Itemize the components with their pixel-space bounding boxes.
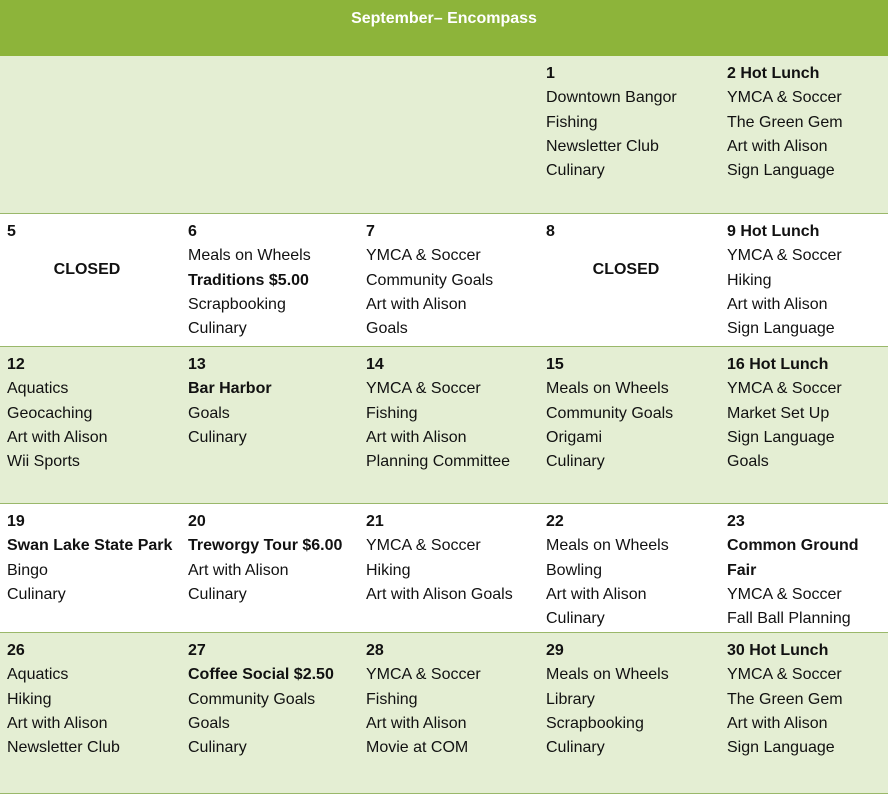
day-cell [539,633,720,793]
activity-item: Art with Alison [7,428,108,446]
day-number: 12 [7,356,25,373]
day-number: 15 [546,356,564,373]
week-row [0,347,888,504]
day-cell [0,633,181,793]
day-cell [181,633,359,793]
day-cell [0,347,181,503]
activity-item: Meals on Wheels [546,666,669,684]
activity-item: Geocaching [7,404,93,422]
day-cell [720,214,888,346]
day-cell [720,504,888,632]
day-number: 30 Hot Lunch [727,642,829,659]
activity-item: Goals [188,404,230,422]
day-cell [359,56,539,213]
activity-item: Art with Alison [546,585,647,603]
activity-item: Community Goals [546,404,674,422]
day-number: 8 [546,223,555,240]
week-row [0,504,888,633]
activity-item: Market Set Up [727,404,830,422]
day-number: 2 Hot Lunch [727,65,820,82]
day-number: 19 [7,513,25,530]
day-cell [539,214,720,346]
activity-item: Culinary [546,453,605,471]
day-cell [359,504,539,632]
activity-item: Hiking [366,561,411,579]
activity-item: Newsletter Club [7,739,120,757]
day-cell [181,504,359,632]
activity-item: Fall Ball Planning [727,610,851,628]
activity-item: Coffee Social $2.50 [188,666,334,684]
activity-item: Culinary [7,585,66,603]
day-cell [181,56,359,213]
activity-item: Art with Alison [727,714,828,732]
activity-item: Planning Committee [366,453,511,471]
activity-item: Traditions $5.00 [188,271,309,289]
activity-item: Art with Alison [366,428,467,446]
day-number: 16 Hot Lunch [727,356,829,373]
activity-item: Meals on Wheels [546,537,669,555]
activity-item: Fishing [366,404,418,422]
activity-item: Sign Language [727,320,835,338]
day-cell [0,504,181,632]
activity-item: YMCA & Soccer [727,247,842,265]
day-cell [539,347,720,503]
activity-item: Goals [366,320,408,338]
activity-item: The Green Gem [727,113,843,131]
closed-label: CLOSED [53,261,121,279]
day-number: 7 [366,223,375,240]
day-number: 23 [727,513,745,530]
day-number: 6 [188,223,197,240]
activity-item: YMCA & Soccer [727,666,842,684]
activity-item: Movie at COM [366,739,469,757]
day-number: 1 [546,65,555,82]
activity-item: Art with Alison [727,295,828,313]
activity-item: Wii Sports [7,453,80,471]
activity-item: Goals [727,453,769,471]
activity-item: Meals on Wheels [546,380,669,398]
activity-item: Art with Alison Goals [366,585,513,603]
day-number: 13 [188,356,206,373]
activity-item: Hiking [727,271,772,289]
day-cell [181,347,359,503]
activity-item: Culinary [188,739,247,757]
activity-item: Culinary [188,585,247,603]
day-cell [720,56,888,213]
activity-item: Aquatics [7,666,69,684]
activity-item: Swan Lake State Park [7,537,173,555]
activity-item: Common Ground Fair [727,537,859,579]
week-row [0,214,888,347]
activity-item: YMCA & Soccer [366,537,481,555]
day-cell [359,633,539,793]
day-cell [720,347,888,503]
activity-item: Art with Alison [7,714,108,732]
activity-item: Sign Language [727,162,835,180]
activity-item: Bowling [546,561,603,579]
week-row [0,633,888,794]
day-cell [0,214,181,346]
day-number: 5 [7,223,16,240]
day-number: 22 [546,513,564,530]
activity-item: Origami [546,428,603,446]
day-number: 20 [188,513,206,530]
activity-item: Scrapbooking [546,714,644,732]
day-cell [181,214,359,346]
activity-item: Culinary [188,428,247,446]
activity-item: Fishing [366,690,418,708]
day-number: 29 [546,642,564,659]
activity-item: YMCA & Soccer [366,380,481,398]
activity-item: Art with Alison [188,561,289,579]
activity-item: Sign Language [727,428,835,446]
activity-item: YMCA & Soccer [727,380,842,398]
day-cell [539,504,720,632]
activity-item: YMCA & Soccer [366,666,481,684]
calendar-title: September– Encompass [0,0,888,56]
activity-item: Library [546,690,595,708]
activity-item: Goals [188,714,230,732]
activity-item: Fishing [546,113,598,131]
activity-item: Art with Alison [366,295,467,313]
activity-item: Art with Alison [366,714,467,732]
activity-item: YMCA & Soccer [727,89,842,107]
activity-item: Aquatics [7,380,69,398]
day-number: 21 [366,513,384,530]
day-number: 9 Hot Lunch [727,223,820,240]
activity-item: YMCA & Soccer [727,585,842,603]
day-cell [359,214,539,346]
activity-item: Downtown Bangor [546,89,677,107]
day-cell [359,347,539,503]
activity-item: Hiking [7,690,52,708]
activity-item: Community Goals [366,271,494,289]
closed-label: CLOSED [592,261,660,279]
activity-item: Culinary [546,610,605,628]
activity-item: Meals on Wheels [188,247,311,265]
activity-item: The Green Gem [727,690,843,708]
activity-item: Art with Alison [727,137,828,155]
activity-item: Bar Harbor [188,380,272,398]
calendar-grid [0,56,888,794]
activity-item: Culinary [546,739,605,757]
activity-item: Community Goals [188,690,316,708]
activity-item: Culinary [188,320,247,338]
activity-item: Newsletter Club [546,137,659,155]
week-row [0,56,888,214]
activity-item: Culinary [546,162,605,180]
activity-item: Scrapbooking [188,295,286,313]
day-number: 14 [366,356,384,373]
day-number: 26 [7,642,25,659]
day-cell [539,56,720,213]
activity-item: Treworgy Tour $6.00 [188,537,343,555]
activity-item: Bingo [7,561,48,579]
day-number: 28 [366,642,384,659]
activity-item: YMCA & Soccer [366,247,481,265]
day-cell [720,633,888,793]
day-cell [0,56,181,213]
activity-item: Sign Language [727,739,835,757]
day-number: 27 [188,642,206,659]
